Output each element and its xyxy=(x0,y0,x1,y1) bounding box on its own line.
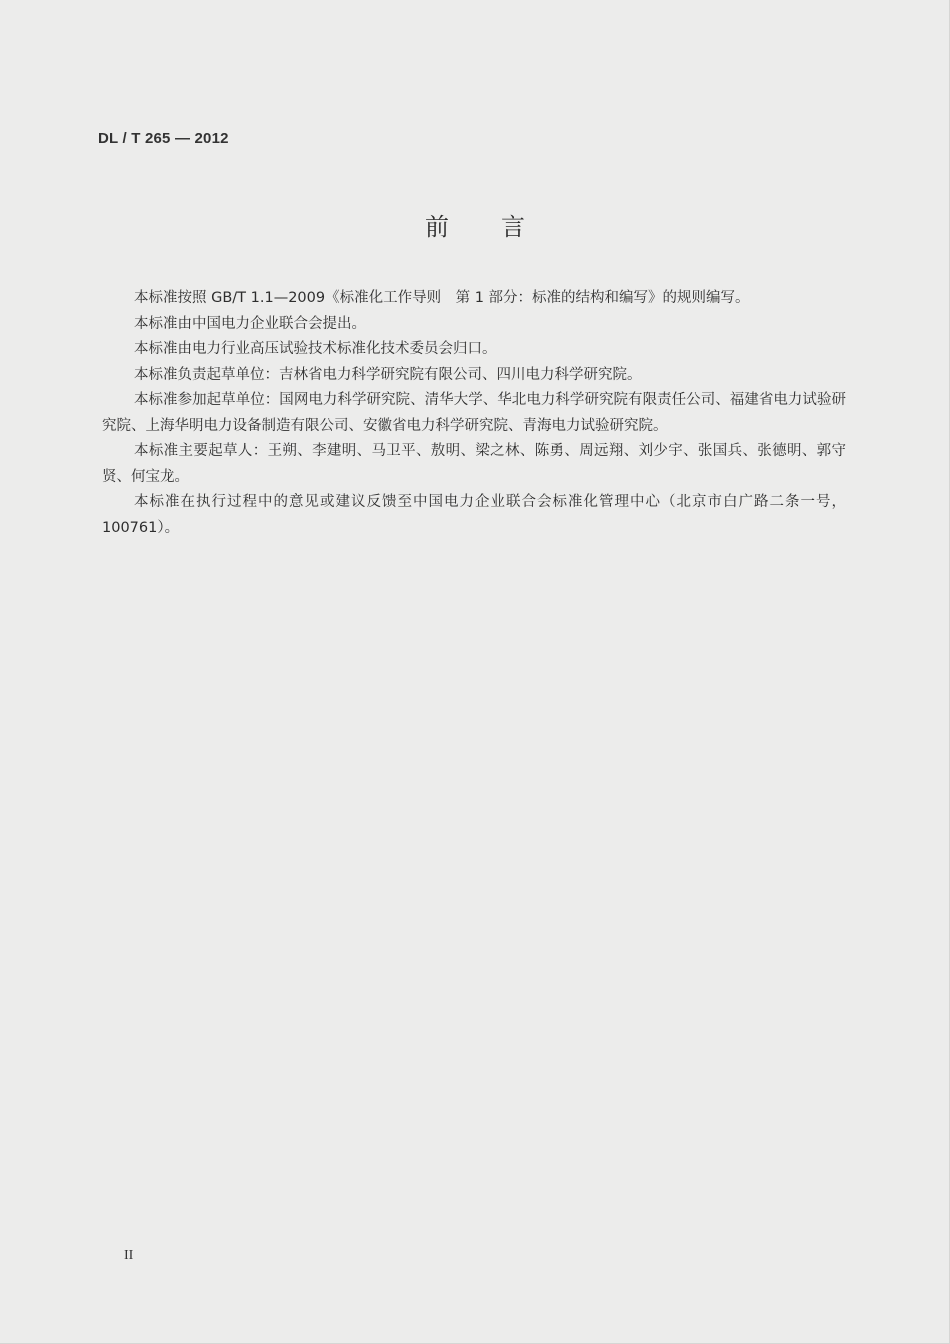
paragraph-participating-drafters: 本标准参加起草单位：国网电力科学研究院、清华大学、华北电力科学研究院有限责任公司、福建省电力试验研究院、上海华明电力设备制造有限公司、安徽省电力科学研究院、青海电力试验研究院。 xyxy=(102,392,846,434)
paragraph-responsible-committee: 本标准由电力行业高压试验技术标准化技术委员会归口。 xyxy=(134,341,497,357)
page-number: II xyxy=(124,1248,134,1263)
foreword-body xyxy=(102,286,846,541)
title-char-2: 言 xyxy=(501,213,525,241)
paragraph-drafting-rules: 本标准按照 GB/T 1.1—2009《标准化工作导则 第 1 部分：标准的结构和编写》的规则编写。 xyxy=(134,290,750,306)
standard-number-header: DL / T 265 — 2012 xyxy=(98,130,229,147)
paragraph-proposer: 本标准由中国电力企业联合会提出。 xyxy=(134,315,366,332)
foreword-title xyxy=(0,207,950,242)
paragraph-main-drafters: 本标准主要起草人：王朔、李建明、马卫平、敖明、梁之林、陈勇、周远翔、刘少宇、张国兵、张德明、郭守贤、何宝龙。 xyxy=(102,443,846,485)
title-char-1: 前 xyxy=(425,213,449,241)
paragraph-feedback: 本标准在执行过程中的意见或建议反馈至中国电力企业联合会标准化管理中心（北京市白广路二条一号，100761）。 xyxy=(102,494,846,536)
paragraph-lead-drafters: 本标准负责起草单位：吉林省电力科学研究院有限公司、四川电力科学研究院。 xyxy=(134,366,642,383)
